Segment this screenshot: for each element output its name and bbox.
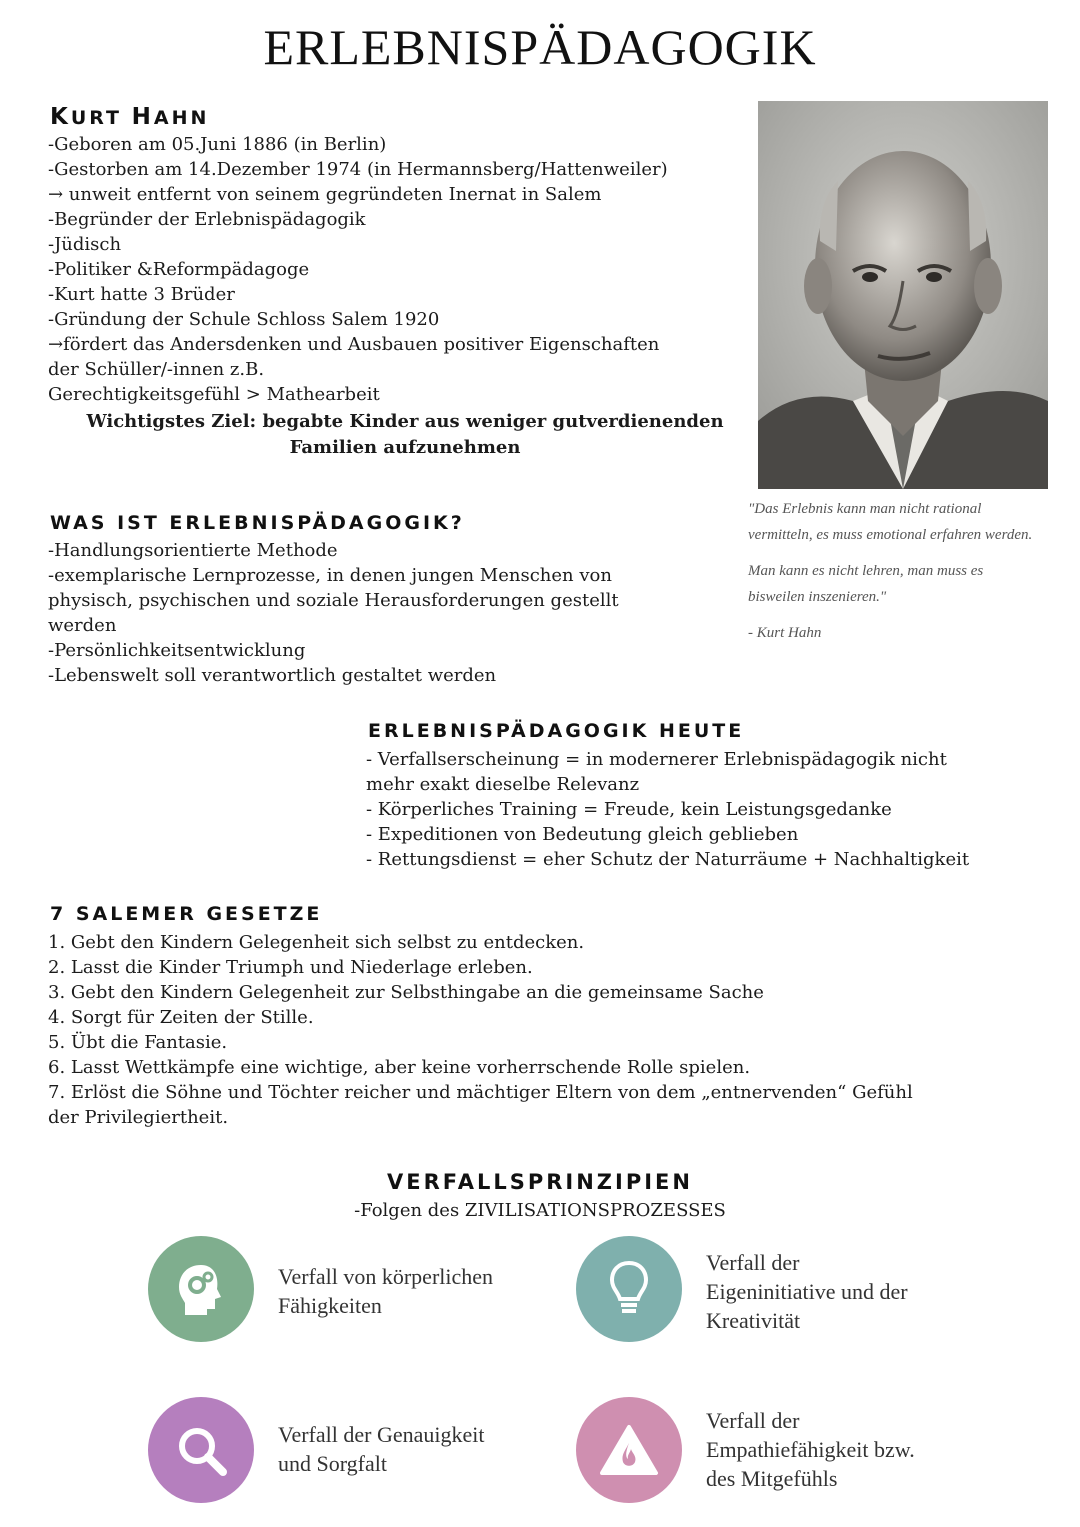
warning-fire-icon xyxy=(576,1397,682,1503)
text-line: -Persönlichkeitsentwicklung xyxy=(48,640,306,661)
quote-line: "Das Erlebnis kann man nicht rational xyxy=(748,501,982,517)
text-line: - Verfallserscheinung = in modernerer Erlebnispädagogik nicht xyxy=(366,749,947,770)
gesetze-heading: 7 SALEMER GESETZE xyxy=(50,903,323,925)
goal-line-2: Familien aufzunehmen xyxy=(289,437,521,458)
verfall-subtitle: -Folgen des ZIVILISATIONSPROZESSES xyxy=(354,1200,726,1221)
fact-line: →fördert das Andersdenken und Ausbauen positiver Eigenschaften xyxy=(48,334,660,355)
kurt-hahn-facts xyxy=(48,132,668,407)
lightbulb-icon xyxy=(576,1236,682,1342)
list-item: 4. Sorgt für Zeiten der Stille. xyxy=(48,1007,314,1028)
was-ist-list xyxy=(48,538,619,688)
fact-line: Gerechtigkeitsgefühl > Mathearbeit xyxy=(48,384,380,405)
verfall-item-2: Verfall der Eigeninitiative und der Kreativität xyxy=(706,1250,908,1333)
quote-line: Man kann es nicht lehren, man muss es xyxy=(748,563,984,579)
fact-line: -Gründung der Schule Schloss Salem 1920 xyxy=(48,309,440,330)
list-item: 6. Lasst Wettkämpfe eine wichtige, aber keine vorherrschende Rolle spielen. xyxy=(48,1057,751,1078)
head-gears-icon xyxy=(148,1236,254,1342)
list-item: 3. Gebt den Kindern Gelegenheit zur Selbsthingabe an die gemeinsame Sache xyxy=(48,982,764,1003)
goal-line-1: Wichtigstes Ziel: begabte Kinder aus weniger gutverdienenden xyxy=(86,411,724,432)
text-line: - Expeditionen von Bedeutung gleich geblieben xyxy=(366,824,799,845)
quote-line: vermitteln, es muss emotional erfahren werden. xyxy=(748,527,1033,543)
kurt-hahn-photo xyxy=(758,101,1048,489)
text-line: mehr exakt dieselbe Relevanz xyxy=(366,774,640,795)
gesetze-list xyxy=(48,930,913,1130)
text-line: -Lebenswelt soll verantwortlich gestaltet werden xyxy=(48,665,497,686)
verfall-item-4: Verfall der Empathiefähigkeit bzw. des Mitgefühls xyxy=(706,1408,915,1491)
list-item: 2. Lasst die Kinder Triumph und Niederlage erleben. xyxy=(48,957,533,978)
fact-line: → unweit entfernt von seinem gegründeten Inernat in Salem xyxy=(48,184,602,205)
text-line: werden xyxy=(48,615,117,636)
page-title: ERLEBNISPÄDAGOGIK xyxy=(263,19,817,75)
quote-author: - Kurt Hahn xyxy=(748,625,822,641)
text-line: -exemplarische Lernprozesse, in denen jungen Menschen von xyxy=(48,565,612,586)
text-line: physisch, psychischen und soziale Herausforderungen gestellt xyxy=(48,590,619,611)
text-line: - Rettungsdienst = eher Schutz der Naturräume + Nachhaltigkeit xyxy=(366,849,970,870)
fact-line: -Jüdisch xyxy=(48,234,122,255)
verfall-item-3: Verfall der Genauigkeit und Sorgfalt xyxy=(278,1422,485,1476)
fact-line: -Politiker &Reformpädagoge xyxy=(48,259,310,280)
magnifier-icon xyxy=(148,1397,254,1503)
was-ist-heading: WAS IST ERLEBNISPÄDAGOGIK? xyxy=(50,512,465,534)
list-item: 7. Erlöst die Söhne und Töchter reicher und mächtiger Eltern von dem „entnervenden“ Gefühl xyxy=(48,1082,913,1103)
verfall-item-1: Verfall von körperlichen Fähigkeiten xyxy=(278,1264,494,1318)
list-item: 1. Gebt den Kindern Gelegenheit sich selbst zu entdecken. xyxy=(48,932,585,953)
list-item: der Privilegiertheit. xyxy=(48,1107,229,1128)
text-line: - Körperliches Training = Freude, kein Leistungsgedanke xyxy=(366,799,892,820)
quote-block xyxy=(748,496,1032,646)
fact-line: -Gestorben am 14.Dezember 1974 (in Hermannsberg/Hattenweiler) xyxy=(48,159,668,180)
fact-line: -Kurt hatte 3 Brüder xyxy=(48,284,235,305)
text-line: -Handlungsorientierte Methode xyxy=(48,540,338,561)
main-goal xyxy=(50,409,760,461)
quote-line: bisweilen inszenieren." xyxy=(748,589,887,605)
portrait-illustration xyxy=(758,101,1048,489)
heute-list xyxy=(366,747,969,872)
fact-line: der Schüller/-innen z.B. xyxy=(48,359,265,380)
kurt-hahn-heading: KURT HAHN xyxy=(50,104,210,130)
list-item: 5. Übt die Fantasie. xyxy=(48,1032,228,1053)
fact-line: -Begründer der Erlebnispädagogik xyxy=(48,209,366,230)
verfall-heading: VERFALLSPRINZIPIEN xyxy=(387,1170,693,1194)
heute-heading: ERLEBNISPÄDAGOGIK HEUTE xyxy=(368,720,745,742)
fact-line: -Geboren am 05.Juni 1886 (in Berlin) xyxy=(48,134,387,155)
